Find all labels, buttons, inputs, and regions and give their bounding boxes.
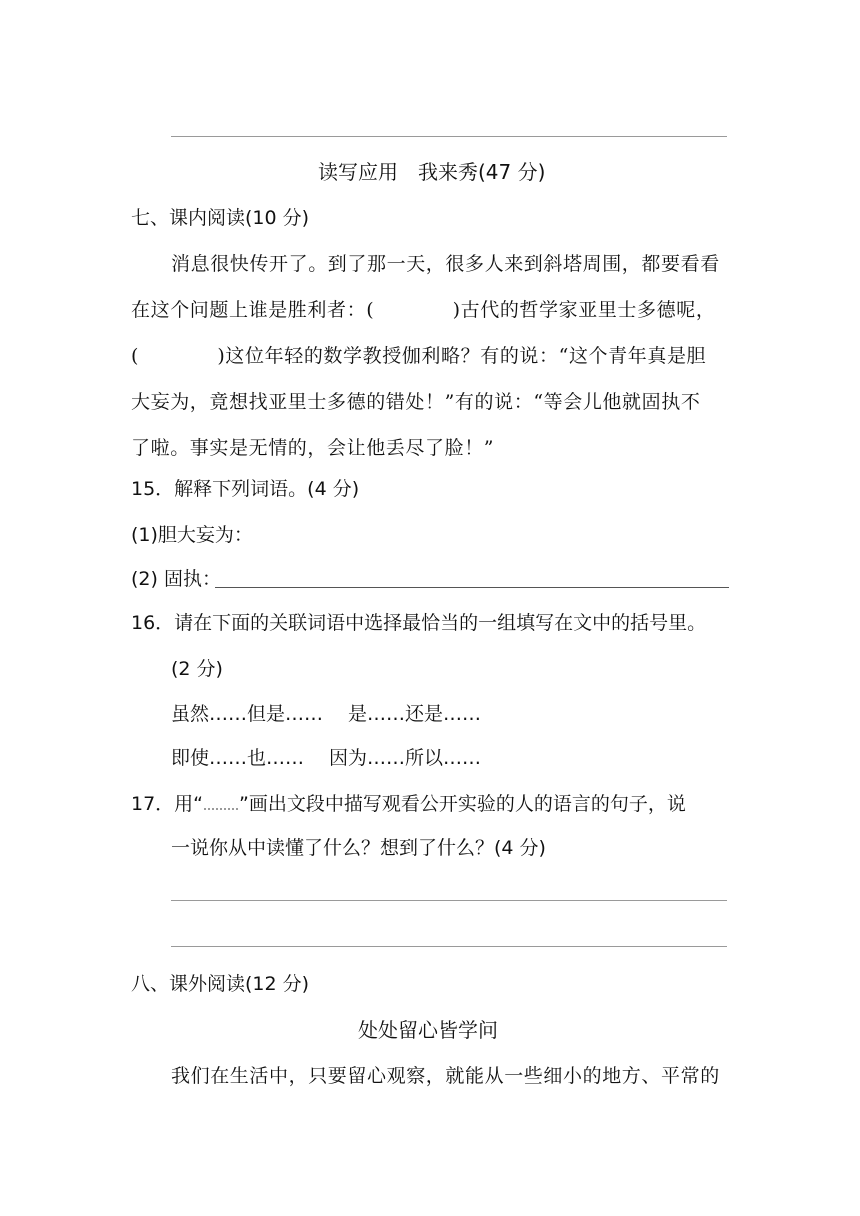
q16-prompt: 16．请在下面的关联词语中选择最恰当的一组填写在文中的括号里。 (131, 612, 707, 634)
q17-answer-line-1[interactable] (171, 900, 727, 901)
passage-line-4: 大妄为，竟想找亚里士多德的错处！”有的说：“等会儿他就固执不 (131, 391, 701, 413)
q16-score: (2 分) (171, 658, 223, 680)
q15-prompt: 15．解释下列词语。(4 分) (131, 478, 360, 500)
q17-prompt-line1 (131, 792, 686, 816)
section-title: 读写应用 我来秀(47 分) (318, 160, 546, 184)
q17-answer-line-2[interactable] (171, 946, 727, 947)
passage-line-2: 在这个问题上谁是胜利者：( )古代的哲学家亚里士多德呢， (131, 299, 716, 321)
top-divider (171, 136, 727, 137)
passage-line-5: 了啦。事实是无情的，会让他丢尽了脸！” (131, 437, 495, 459)
article-title: 处处留心皆学问 (358, 1018, 498, 1042)
passage-line-1: 消息很快传开了。到了那一天，很多人来到斜塔周围，都要看看 (171, 253, 720, 275)
passage-line-3: ( )这位年轻的数学教授伽利略？有的说：“这个青年真是胆 (131, 345, 707, 367)
q17-suffix: ”画出文段中描写观看公开实验的人的语言的句子，说 (239, 793, 686, 815)
part8-heading: 八、课外阅读(12 分) (131, 973, 310, 995)
q17-prompt-line2: 一说你从中读懂了什么？想到了什么？(4 分) (171, 837, 546, 859)
q15-item1: (1)胆大妄为： (131, 524, 253, 546)
q17-prefix: 17．用“ (131, 793, 204, 815)
q16-options-row2: 即使……也…… 因为……所以…… (171, 747, 482, 769)
article-first-line: 我们在生活中，只要留心观察，就能从一些细小的地方、平常的 (171, 1065, 720, 1087)
part7-heading: 七、课内阅读(10 分) (131, 207, 310, 229)
q15-item2: (2) 固执： (131, 568, 221, 590)
q16-options-row1: 虽然……但是…… 是……还是…… (171, 703, 482, 725)
q15-item2-answer-line[interactable] (215, 587, 729, 588)
wavy-underline-mark (204, 794, 238, 810)
